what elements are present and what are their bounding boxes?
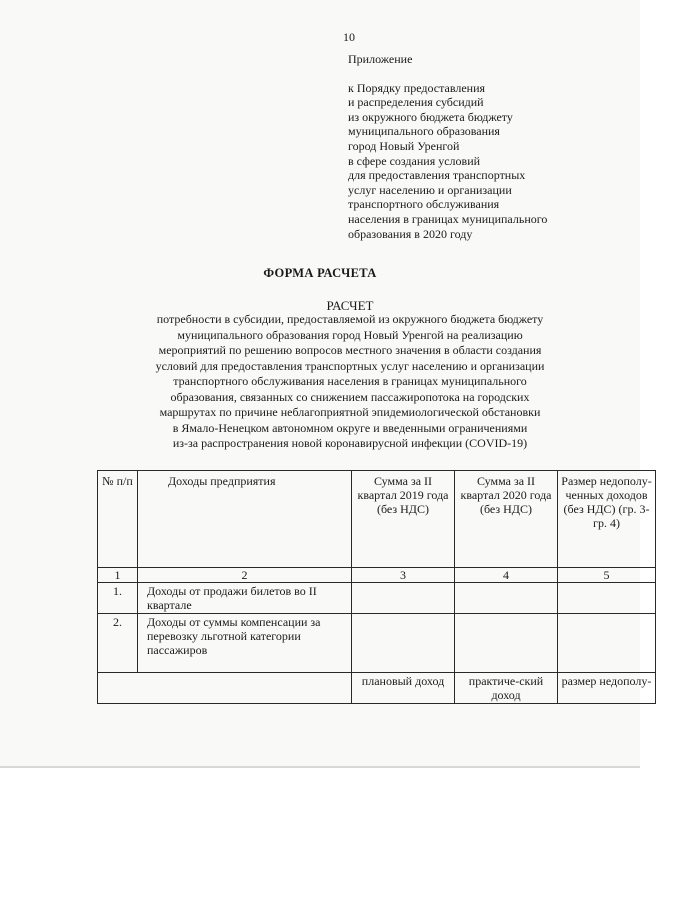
header-cell-income: Доходы предприятия: [138, 471, 352, 568]
page-number: 10: [343, 30, 355, 44]
row-label-cell: [138, 583, 352, 614]
appendix-heading: Приложение: [348, 52, 413, 66]
column-number-cell: 1: [98, 568, 138, 583]
value-cell: [352, 614, 455, 673]
description-line: условий для предоставления транспортных услуг населению и организации: [155, 358, 545, 373]
column-number-cell: 5: [558, 568, 656, 583]
actual-income-cell: практиче-ский доход: [455, 673, 558, 704]
table-row: [98, 583, 656, 614]
planned-income-cell: плановый доход: [352, 673, 455, 704]
appendix-line: для предоставления транспортных: [348, 168, 526, 183]
appendix-line: в сфере создания условий: [348, 153, 481, 168]
value-cell: [455, 583, 558, 614]
row-number-cell: 2.: [98, 614, 138, 673]
appendix-line: город Новый Уренгой: [348, 138, 460, 153]
description-line: маршрутах по причине неблагоприятной эпидемиологической обстановки: [159, 405, 541, 419]
header-cell-sum-2020: Сумма за II квартал 2020 года (без НДС): [455, 471, 558, 568]
header-cell-lost-income: Размер недополу-ченных доходов (без НДС) (гр. 3-гр. 4): [558, 471, 656, 568]
column-number-cell: 4: [455, 568, 558, 583]
form-title: ФОРМА РАСЧЕТА: [263, 266, 377, 280]
description-line: из-за распространения новой коронавирусной инфекции (COVID-19): [172, 436, 528, 450]
appendix-line: транспортного обслуживания: [348, 197, 500, 212]
value-cell: [352, 583, 455, 614]
value-cell: [558, 583, 656, 614]
row-label-cell: [138, 614, 352, 673]
appendix-line: из окружного бюджета бюджету: [348, 109, 513, 124]
column-number-cell: 2: [138, 568, 352, 583]
table-row: [98, 614, 656, 673]
description-line: образования, связанных со снижением пассажиропотока на городских: [170, 389, 530, 404]
description-line: транспортного обслуживания населения в границах муниципального: [173, 374, 527, 388]
appendix-line: услуг населению и организации: [348, 182, 512, 197]
column-number-cell: 3: [352, 568, 455, 583]
calculation-table: [97, 470, 656, 704]
description-line: муниципального образования город Новый Уренгой на реализацию: [177, 327, 523, 342]
lost-income-cell: размер недополу-: [558, 673, 656, 704]
header-cell-sum-2019: Сумма за II квартал 2019 года (без НДС): [352, 471, 455, 568]
appendix-line: образования в 2020 году: [348, 226, 473, 241]
calculation-description: [104, 312, 596, 452]
empty-cell: [98, 673, 352, 704]
appendix-line: к Порядку предоставления: [348, 80, 486, 95]
appendix-line: муниципального образования: [348, 124, 500, 139]
row-number-cell: 1.: [98, 583, 138, 614]
table-subheader-row: [98, 673, 656, 704]
description-line: мероприятий по решению вопросов местного значения в области создания: [158, 343, 542, 357]
row-label: Доходы от продажи билетов во II квартале: [147, 584, 317, 612]
table-header-row: [98, 471, 656, 568]
column-number-row: [98, 568, 656, 583]
value-cell: [455, 614, 558, 673]
header-cell-number: № п/п: [98, 471, 138, 568]
value-cell: [558, 614, 656, 673]
appendix-line: населения в границах муниципального: [348, 211, 548, 226]
appendix-block: [348, 52, 547, 241]
description-line: потребности в субсидии, предоставляемой из окружного бюджета бюджету: [156, 312, 544, 326]
description-line: в Ямало-Ненецком автономном округе и введенными ограничениями: [172, 420, 528, 435]
appendix-line: и распределения субсидий: [348, 95, 484, 110]
row-label: Доходы от суммы компенсации за перевозку льготной категории пассажиров: [147, 615, 321, 657]
calculation-title: РАСЧЕТ: [326, 298, 374, 313]
